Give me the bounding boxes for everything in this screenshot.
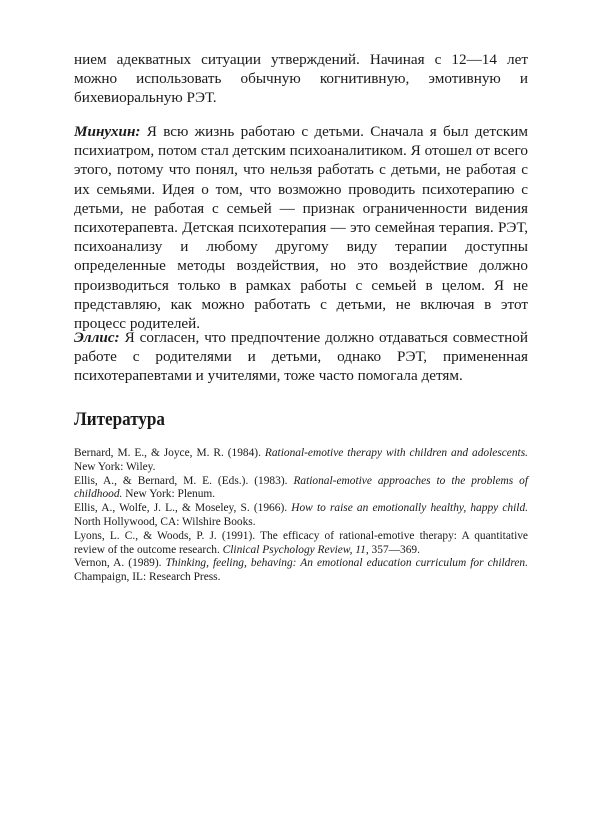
reference-publisher: North Hollywood, CA: Wilshire Books. (74, 515, 256, 528)
reference-title: Rational-emotive therapy with children and adolescents. (264, 447, 529, 459)
speaker-name: Эллис: (74, 329, 120, 346)
dialogue-ellis (74, 328, 528, 386)
reference-publisher: New York: Wiley. (74, 460, 156, 473)
reference-item (74, 557, 528, 585)
reference-authors: Vernon, A. (1989). (74, 557, 162, 570)
reference-authors: Ellis, A., Wolfe, J. L., & Moseley, S. (1966). (74, 502, 288, 515)
reference-authors: Bernard, M. E., & Joyce, M. R. (1984). (74, 447, 261, 459)
reference-item (74, 502, 528, 530)
reference-publisher: 357—369. (371, 543, 420, 556)
reference-title: Thinking, feeling, behaving: An emotional education curriculum for children. (165, 557, 528, 570)
dialogue-text: Я всю жизнь работаю с детьми. Сначала я был детским психиатром, потом стал детским психоаналитиком. Я отошел от всего этого, потому что понял, что нельзя работать с детьми, не работая с их семьями. Идея о том, что возможно проводить психотерапию с детьми, не работая с семьей — признак ограниченности видения психотерапевта. Детская психотерапия — это семейная терапия. РЭТ, психоанализу и любому другому виду терапии доступны определенные методы воздействия, но это воздействие должно производиться только в рамках работы с семьей в целом. Я не представляю, как можно работать с детьми, не включая в этот процесс родителей. (74, 123, 529, 333)
speaker-name: Минухин: (74, 123, 141, 140)
paragraph-continuation: нием адекватных ситуации утверждений. Начиная с 12—14 лет можно использовать обычную когнитивную, эмотивную и бихевиоральную РЭТ. (74, 51, 528, 107)
reference-item (74, 447, 528, 475)
references-heading: Литература (74, 409, 165, 430)
dialogue-text: Я согласен, что предпочтение должно отдаваться совместной работе с родителями и детьми, однако РЭТ, примененная психотерапевтами и учителями, тоже часто помогала детям. (74, 329, 529, 385)
reference-item (74, 530, 528, 558)
reference-publisher: New York: Plenum. (125, 488, 216, 501)
reference-item (74, 475, 528, 503)
reference-authors: Ellis, A., & Bernard, M. E. (Eds.). (1983). (74, 474, 288, 487)
references-list (74, 447, 528, 585)
reference-title: How to raise an emotionally healthy, happy child. (291, 502, 528, 515)
dialogue-minuchin (74, 122, 528, 333)
reference-title: Clinical Psychology Review, 11, (222, 543, 369, 556)
reference-publisher: Champaign, IL: Research Press. (74, 571, 221, 584)
reference-title: Rational-emotive approaches to the problems of childhood. (74, 474, 528, 501)
reference-authors: Lyons, L. C., & Woods, P. J. (1991). The efficacy of rational-emotive therapy: A quantitative review of the outcome research. (74, 529, 528, 556)
